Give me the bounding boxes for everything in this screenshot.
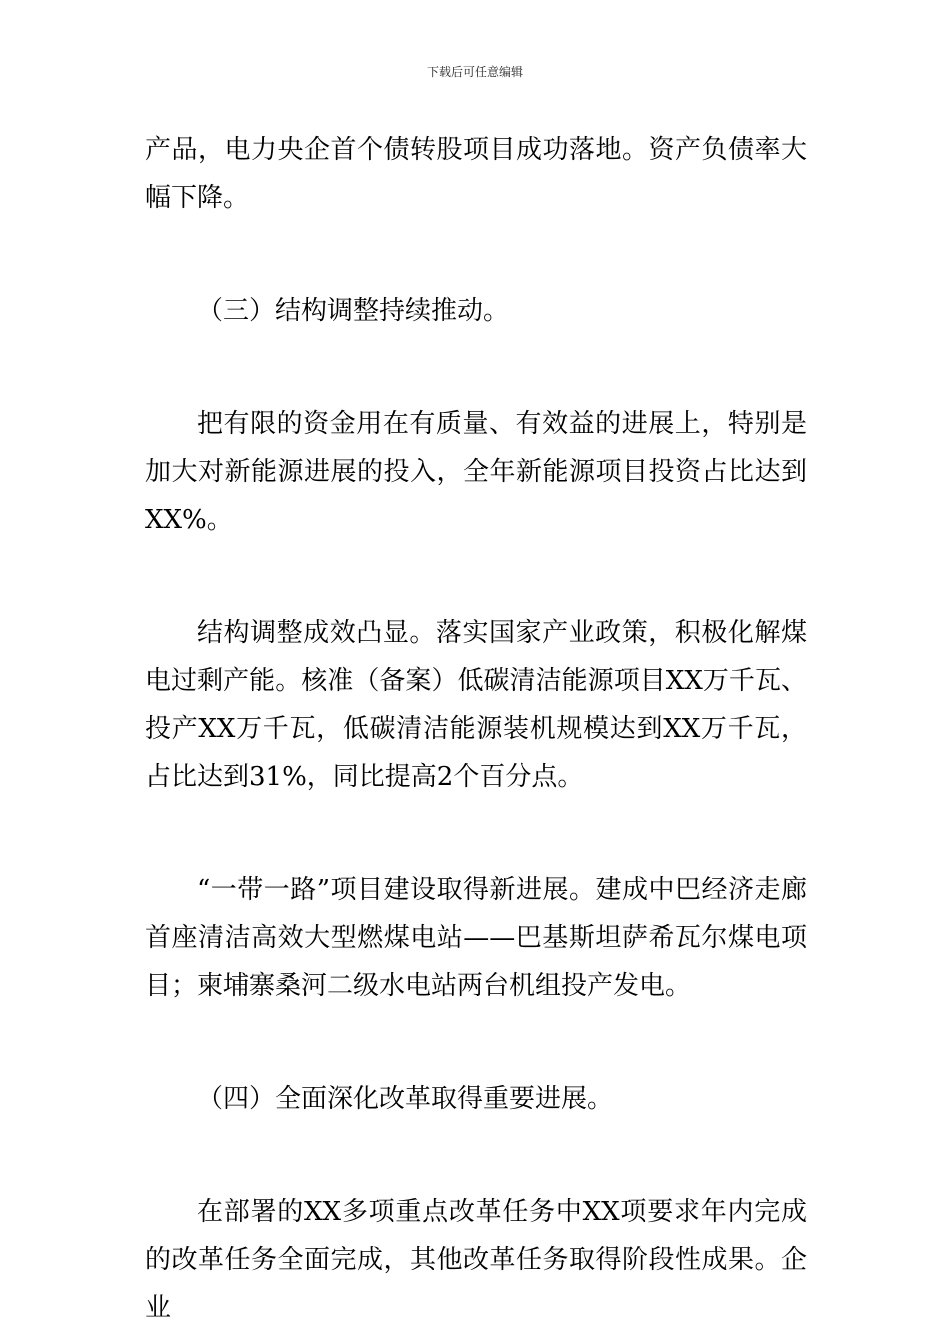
paragraph-gap	[145, 222, 807, 287]
section-heading-4: （四）全面深化改革取得重要进展。	[197, 1084, 614, 1114]
paragraph-gap	[145, 1123, 807, 1188]
paragraph-continuation: 产品，电力央企首个债转股项目成功落地。资产负债率大幅下降。	[145, 135, 807, 213]
paragraph-investment: 把有限的资金用在有质量、有效益的进展上，特别是加大对新能源进展的投入，全年新能源项目投资占比达到XX%。	[145, 409, 807, 535]
paragraph-reform: 在部署的XX多项重点改革任务中XX项要求年内完成的改革任务全面完成，其他改革任务取得阶段性成果。企业	[145, 1197, 807, 1323]
paragraph-gap	[145, 1010, 807, 1075]
document-body	[145, 126, 807, 1332]
paragraph-gap	[145, 335, 807, 400]
page-header-note: 下载后可任意编辑	[426, 65, 523, 79]
paragraph-gap	[145, 544, 807, 609]
paragraph-gap	[145, 801, 807, 866]
paragraph-structure: 结构调整成效凸显。落实国家产业政策，积极化解煤电过剩产能。核准（备案）低碳清洁能源项目XX万千瓦、投产XX万千瓦，低碳清洁能源装机规模达到XX万千瓦，占比达到31%，同比提高2个百分点。	[145, 618, 807, 792]
section-heading-3: （三）结构调整持续推动。	[197, 296, 510, 326]
paragraph-belt-road: “一带一路”项目建设取得新进展。建成中巴经济走廊首座清洁高效大型燃煤电站——巴基斯坦萨希瓦尔煤电项目；柬埔寨桑河二级水电站两台机组投产发电。	[145, 875, 807, 1001]
